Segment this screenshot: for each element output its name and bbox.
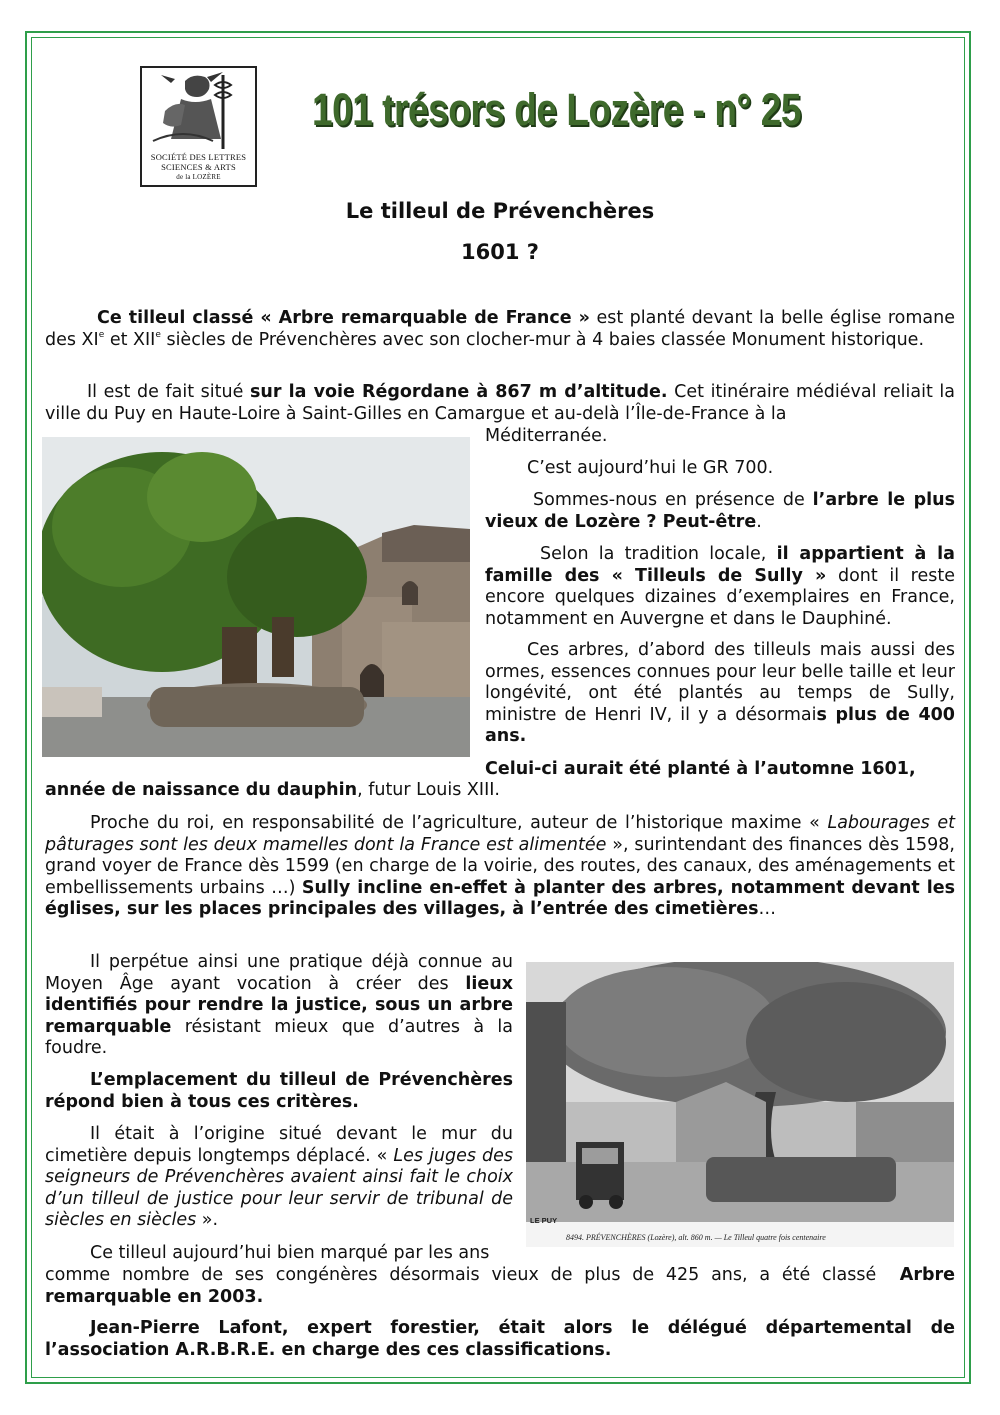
logo-text-line-2: SCIENCES & ARTS xyxy=(161,162,236,172)
paragraph-4: Sommes-nous en présence de l’arbre le plus vieux de Lozère ? Peut-être. xyxy=(485,490,955,532)
society-logo xyxy=(140,66,257,187)
logo-text-line-1: SOCIÉTÉ DES LETTRES xyxy=(150,152,247,162)
mercury-figure-icon xyxy=(145,71,252,151)
old-postcard-photo xyxy=(526,962,954,1247)
paragraph-3: C’est aujourd’hui le GR 700. xyxy=(527,458,774,478)
article-title: Le tilleul de Prévenchères xyxy=(345,199,655,223)
paragraph-12-end: comme nombre de ses congénères désormais vieux de plus de 425 ans, a été classé Arbre remarquable en 2003. xyxy=(45,1265,955,1307)
paragraph-2: Il est de fait situé sur la voie Régordane à 867 m d’altitude. Cet itinéraire médiéval reliait la ville du Puy en Haute-Loire à Saint-Gilles en Camargue et au-delà l’Île-de-France à la xyxy=(45,382,956,424)
paragraph-10: L’emplacement du tilleul de Prévenchères répond bien à tous ces critères. xyxy=(45,1070,513,1112)
paragraph-9: Il perpétue ainsi une pratique déjà connue au Moyen Âge ayant vocation à créer des lieux identifiés pour rendre la justice, sous un arbre remarquable résistant mieux que d’autres à la foudre. xyxy=(45,952,513,1058)
postcard-caption: 8494. PRÉVENCHÈRES (Lozère), alt. 860 m. — Le Tilleul quatre fois centenaire xyxy=(566,1233,826,1242)
paragraph-5: Selon la tradition locale, il appartient à la famille des « Tilleuls de Sully » dont il reste encore quelques dizaines d’exemplaires en France, notamment en Auvergne et dans le Dauphiné. xyxy=(485,544,955,629)
paragraph-1: Ce tilleul classé « Arbre remarquable de France » est planté devant la belle église romane des XIe et XIIe siècles de Prévenchères avec son clocher-mur à 4 baies classée Monument historique. xyxy=(45,308,955,350)
paragraph-12: Ce tilleul aujourd’hui bien marqué par les ans xyxy=(90,1243,490,1263)
church-tilleul-photo xyxy=(42,437,470,757)
article-date: 1601 ? xyxy=(461,240,539,264)
paragraph-11: Il était à l’origine situé devant le mur du cimetière depuis longtemps déplacé. « Les juges des seigneurs de Prévenchères avaient ainsi fait le choix d’un tilleul de justice pour leur servir de tribunal de siècles en siècles ». xyxy=(45,1124,513,1230)
paragraph-2-end: Méditerranée. xyxy=(485,426,608,446)
paragraph-8: Proche du roi, en responsabilité de l’agriculture, auteur de l’historique maxime « Labourages et pâturages sont les deux mamelles dont la France est alimentée », surintendant des finances dès 1598, grand voyer de France dès 1599 (en charge de la voirie, des routes, des canaux, des aménagements et embellissements urbains …) Sully incline en-effet à planter des arbres, notamment devant les églises, sur les places principales des villages, à l’entrée des cimetières… xyxy=(45,813,955,919)
paragraph-6: Ces arbres, d’abord des tilleuls mais aussi des ormes, essences connues pour leur belle taille et leur longévité, ont été plantés au temps de Sully, ministre de Henri IV, il y a désormais plus de 400 ans. xyxy=(485,640,955,746)
postcard-corner-text: LE PUY xyxy=(530,1216,558,1225)
page-header-title: 101 trésors de Lozère - n° 25 xyxy=(312,84,801,135)
logo-text-line-3: de la LOZÈRE xyxy=(176,173,221,181)
paragraph-13: Jean-Pierre Lafont, expert forestier, était alors le délégué départemental de l’association A.R.B.R.E. en charge des ces classifications. xyxy=(45,1318,955,1360)
paragraph-7-end: année de naissance du dauphin, futur Louis XIII. xyxy=(45,780,500,800)
paragraph-7: Celui-ci aurait été planté à l’automne 1601, xyxy=(485,759,916,779)
